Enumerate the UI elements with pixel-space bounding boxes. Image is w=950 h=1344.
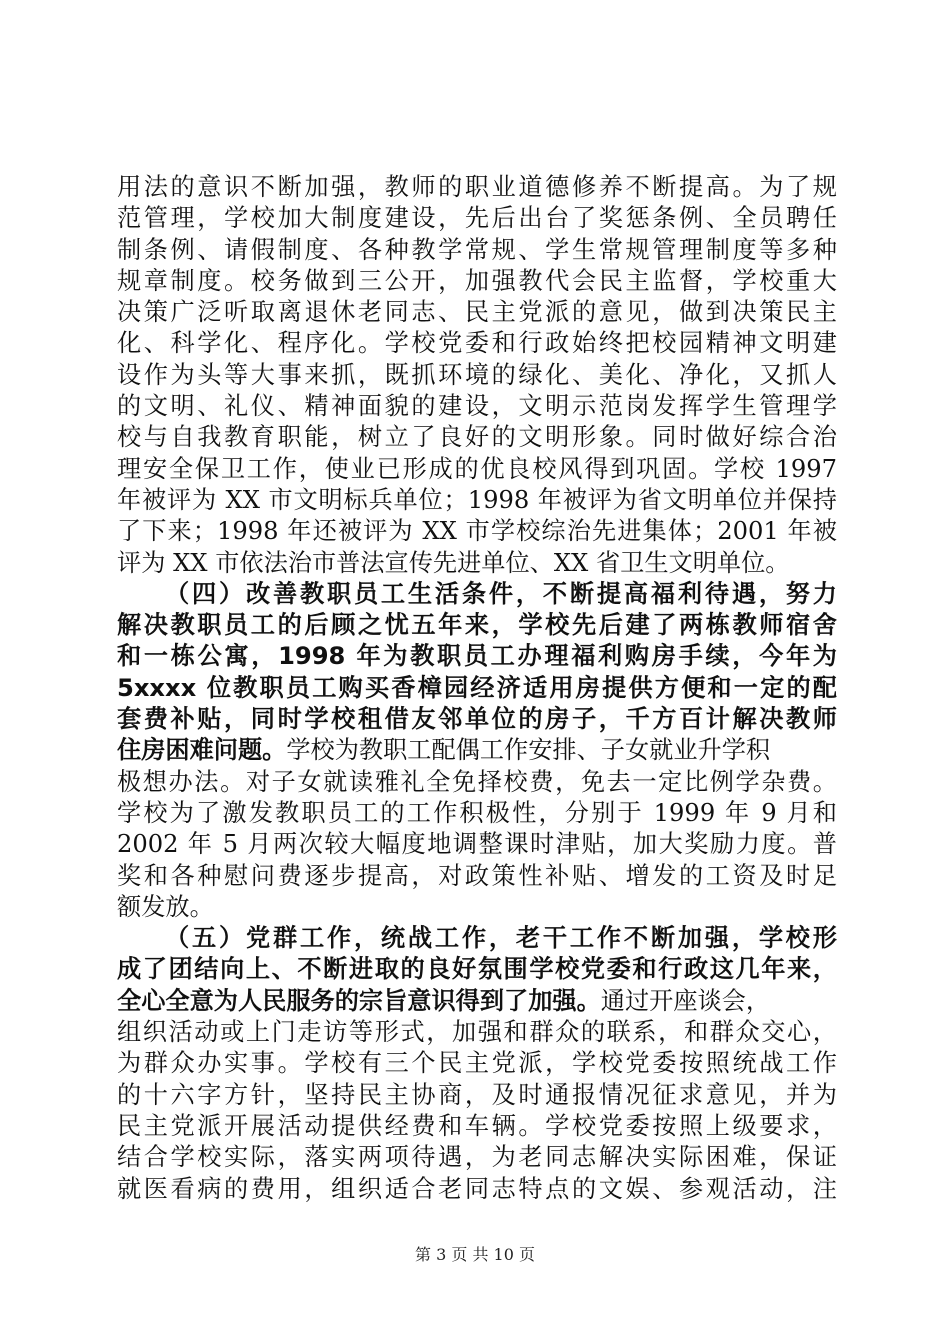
text-line: 组织活动或上门走访等形式，加强和群众的联系，和群众交心， — [117, 1018, 837, 1047]
section-heading-line: （四）改善教职员工生活条件，不断提高福利待遇，努力 — [165, 579, 837, 608]
text-line: 为群众办实事。学校有三个民主党派，学校党委按照统战工作 — [117, 1049, 837, 1078]
text-line: 校与自我教育职能，树立了良好的文明形象。同时做好综合治 — [117, 423, 837, 452]
text-line: 用法的意识不断加强，教师的职业道德修养不断提高。为了规 — [117, 173, 837, 201]
text-line: 决策广泛听取离退休老同志、民主党派的意见，做到决策民主 — [117, 298, 837, 327]
text-line: 范管理，学校加大制度建设，先后出台了奖惩条例、全员聘任 — [117, 204, 837, 233]
bold-text-line: 套费补贴，同时学校租借友邻单位的房子，千方百计解决教师 — [117, 705, 837, 734]
text-line: 极想办法。对子女就读雅礼全免择校费，免去一定比例学杂费。 — [117, 767, 837, 796]
body-text — [117, 172, 837, 1205]
bold-text-line: 成了团结向上、不断进取的良好氛围学校党委和行政这几年来， — [117, 955, 837, 984]
mixed-text-line — [117, 735, 837, 766]
text-line: 评为 XX 市依法治市普法宣传先进单位、XX 省卫生文明单位。 — [117, 548, 790, 577]
text-line: 2002 年 5 月两次较大幅度地调整课时津贴，加大奖励力度。普 — [117, 830, 837, 859]
bold-text-run: 住房困难问题。 — [117, 736, 287, 765]
bold-text-run: 全心全意为人民服务的宗旨意识得到了加强。 — [117, 986, 601, 1015]
text-run: 学校为教职工配偶工作安排、子女就业升学积 — [286, 736, 771, 765]
mixed-text-line — [117, 986, 837, 1017]
text-run: 通过开座谈会， — [600, 986, 771, 1015]
bold-text-line: 解决教职员工的后顾之忧五年来，学校先后建了两栋教师宿舍 — [117, 611, 837, 640]
text-line: 了下来；1998 年还被评为 XX 市学校综治先进集体；2001 年被 — [117, 517, 837, 546]
section-heading-line: （五）党群工作，统战工作，老干工作不断加强，学校形 — [165, 924, 837, 953]
text-line: 民主党派开展活动提供经费和车辆。学校党委按照上级要求， — [117, 1111, 837, 1140]
text-line: 的文明、礼仪、精神面貌的建设，文明示范岗发挥学生管理学 — [117, 392, 837, 421]
text-line: 设作为头等大事来抓，既抓环境的绿化、美化、净化，又抓人 — [117, 360, 837, 389]
text-line: 就医看病的费用，组织适合老同志特点的文娱、参观活动，注 — [117, 1174, 837, 1203]
bold-text-line: 和一栋公寓，1998 年为教职员工办理福利购房手续，今年为 — [117, 642, 837, 671]
page-footer: 第 3 页 共 10 页 — [415, 1245, 535, 1264]
text-line: 规章制度。校务做到三公开，加强教代会民主监督，学校重大 — [117, 266, 837, 295]
text-line: 制条例、请假制度、各种教学常规、学生常规管理制度等多种 — [117, 235, 837, 264]
text-line: 额发放。 — [117, 892, 214, 921]
text-line: 奖和各种慰问费逐步提高，对政策性补贴、增发的工资及时足 — [117, 861, 837, 890]
text-line: 学校为了激发教职员工的工作积极性，分别于 1999 年 9 月和 — [117, 798, 837, 827]
text-line: 的十六字方针，坚持民主协商，及时通报情况征求意见，并为 — [117, 1080, 837, 1109]
text-line: 结合学校实际，落实两项待遇，为老同志解决实际困难，保证 — [117, 1143, 837, 1172]
text-line: 化、科学化、程序化。学校党委和行政始终把校园精神文明建 — [117, 329, 837, 358]
text-line: 年被评为 XX 市文明标兵单位；1998 年被评为省文明单位并保持 — [117, 485, 837, 514]
text-line: 理安全保卫工作，使业已形成的优良校风得到巩固。学校 1997 — [117, 454, 837, 483]
bold-text-line: 5xxxx 位教职员工购买香樟园经济适用房提供方便和一定的配 — [117, 673, 837, 702]
